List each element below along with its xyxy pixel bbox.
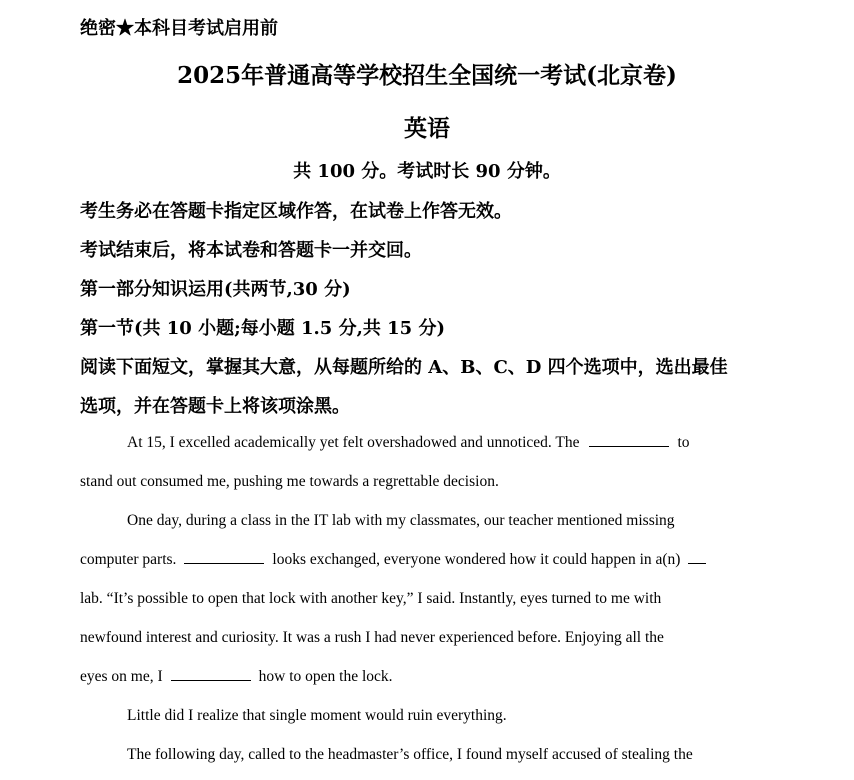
passage-line	[80, 668, 393, 686]
passage-text: At 15, I excelled academically yet felt overshadowed and unnoticed. The	[127, 434, 580, 451]
passage-line: The following day, called to the headmaster’s office, I found myself accused of stealing the	[127, 746, 693, 763]
answer-blank	[589, 434, 669, 447]
passage-text: looks exchanged, everyone wondered how it could happen in a(n)	[272, 551, 681, 568]
passage-text: to	[677, 434, 690, 451]
directions-text: 阅读下面短文，掌握其大意，从每题所给的 A、B、C、D 四个选项中，选出最佳	[80, 357, 728, 378]
instruction-line: 考生务必在答题卡指定区域作答，在试卷上作答无效。	[80, 201, 512, 222]
part-one-title: 第一部分知识运用(共两节,30 分)	[80, 279, 351, 300]
passage-line: newfound interest and curiosity. It was a rush I had never experienced before. Enjoying all the	[80, 629, 664, 646]
passage-text: eyes on me, I	[80, 668, 163, 685]
section-one-title: 第一节(共 10 小题;每小题 1.5 分,共 15 分)	[80, 318, 445, 339]
directions-text: 选项，并在答题卡上将该项涂黑。	[80, 396, 350, 417]
score-time-info: 共 100 分。考试时长 90 分钟。	[293, 161, 561, 182]
passage-line: Little did I realize that single moment would ruin everything.	[127, 707, 507, 724]
passage-text: how to open the lock.	[258, 668, 393, 685]
answer-blank	[171, 668, 251, 681]
answer-blank	[184, 551, 264, 564]
subject-title: 英语	[404, 115, 450, 142]
passage-line	[127, 434, 690, 452]
secret-label: 绝密★本科目考试启用前	[80, 18, 278, 39]
answer-blank	[688, 551, 706, 564]
passage-line: One day, during a class in the IT lab with my classmates, our teacher mentioned missing	[127, 512, 675, 529]
passage-text: computer parts.	[80, 551, 177, 568]
instruction-line: 考试结束后，将本试卷和答题卡一并交回。	[80, 240, 422, 261]
passage-line	[80, 551, 706, 569]
passage-line: stand out consumed me, pushing me towards a regrettable decision.	[80, 473, 499, 490]
exam-title: 2025年普通高等学校招生全国统一考试(北京卷)	[177, 62, 677, 89]
passage-line: lab. “It’s possible to open that lock with another key,” I said. Instantly, eyes turned to me with	[80, 590, 662, 607]
